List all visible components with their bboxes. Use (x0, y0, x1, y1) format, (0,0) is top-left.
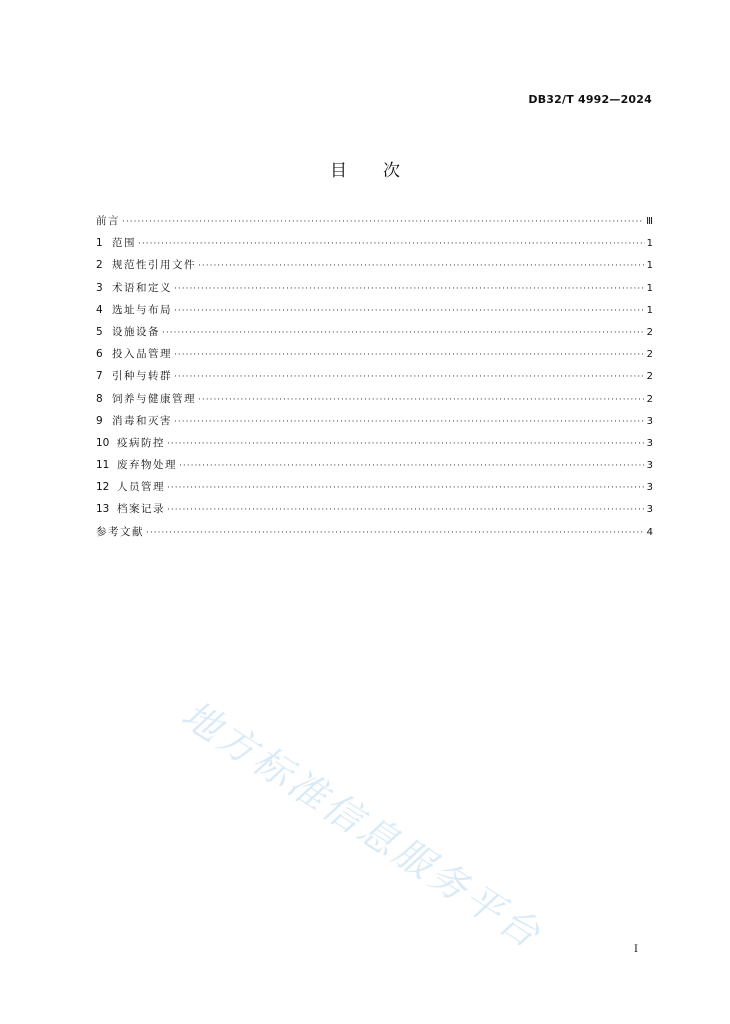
toc-entry-number: 6 (96, 348, 103, 361)
toc-entry-page: 2 (646, 371, 653, 383)
toc-entry[interactable] (96, 213, 653, 235)
toc-entry-page: 2 (646, 393, 653, 405)
toc-entry-page: 4 (646, 526, 653, 538)
toc-entry-number: 12 (96, 481, 110, 494)
toc-entry-number: 11 (96, 459, 110, 472)
toc-entry-page: 2 (646, 349, 653, 361)
toc-entry-label: 投入品管理 (112, 348, 172, 361)
toc-entry-number: 7 (96, 370, 103, 383)
toc-entry-number: 2 (96, 259, 103, 272)
toc-entry-label: 参考文献 (96, 525, 144, 538)
toc-leader-dots (162, 328, 645, 338)
toc-leader-dots (167, 483, 645, 493)
toc-entry[interactable] (96, 280, 653, 302)
toc-entry-page: 1 (646, 304, 653, 316)
toc-leader-dots (122, 217, 644, 227)
toc-entry-label: 选址与布局 (112, 303, 172, 316)
toc-entry-label: 档案记录 (117, 503, 165, 516)
toc-leader-dots (174, 372, 645, 382)
toc-leader-dots (174, 350, 645, 360)
toc-entry[interactable] (96, 413, 653, 435)
toc-entry-number: 1 (96, 237, 103, 250)
toc-leader-dots (174, 417, 645, 427)
toc-entry-number: 9 (96, 414, 103, 427)
toc-entry-number: 4 (96, 303, 103, 316)
toc-entry-label: 前言 (96, 215, 120, 227)
toc-entry-page: 3 (646, 482, 653, 494)
toc-entry-number: 5 (96, 325, 103, 338)
toc-entry-label: 疫病防控 (117, 436, 165, 449)
toc-entry-label: 规范性引用文件 (112, 259, 196, 272)
toc-entry-page: Ⅲ (646, 216, 653, 227)
toc-leader-dots (174, 284, 645, 294)
toc-entry-page: 1 (646, 282, 653, 294)
toc-entry[interactable] (96, 257, 653, 279)
toc-entry[interactable] (96, 391, 653, 413)
toc-entry-number: 3 (96, 281, 103, 294)
toc-entry[interactable] (96, 346, 653, 368)
toc-entry-number: 8 (96, 392, 103, 405)
toc-leader-dots (146, 528, 645, 538)
toc-entry-label: 饲养与健康管理 (112, 392, 196, 405)
toc-entry-page: 1 (646, 260, 653, 272)
toc-entry-number: 10 (96, 436, 110, 449)
toc-entry[interactable] (96, 479, 653, 501)
toc-entry-page: 1 (646, 238, 653, 250)
toc-entry-page: 3 (646, 415, 653, 427)
toc-entry[interactable] (96, 235, 653, 257)
toc-leader-dots (167, 505, 645, 515)
toc-entry-page: 3 (646, 504, 653, 516)
toc-entry-label: 消毒和灭害 (112, 414, 172, 427)
toc-entry-page: 3 (646, 437, 653, 449)
toc-entry[interactable] (96, 324, 653, 346)
toc-entry-number: 13 (96, 503, 110, 516)
toc-entry-label: 术语和定义 (112, 281, 172, 294)
toc-entry[interactable] (96, 302, 653, 324)
toc-title: 目次 (330, 161, 436, 181)
toc-entry[interactable] (96, 501, 653, 523)
toc-entry-label: 人员管理 (117, 481, 165, 494)
toc-leader-dots (138, 239, 645, 249)
toc-entry-page: 2 (646, 326, 653, 338)
watermark: 地方标准信息服务平台 (174, 691, 551, 958)
toc-entry-label: 设施设备 (112, 325, 160, 338)
toc-entry[interactable] (96, 368, 653, 390)
table-of-contents (96, 213, 653, 546)
toc-leader-dots (179, 461, 645, 471)
toc-entry[interactable] (96, 524, 653, 546)
toc-leader-dots (174, 306, 645, 316)
toc-entry-label: 范围 (112, 237, 136, 250)
standard-code: DB32/T 4992—2024 (528, 93, 652, 106)
toc-entry-label: 引种与转群 (112, 370, 172, 383)
toc-entry-page: 3 (646, 460, 653, 472)
toc-entry[interactable] (96, 457, 653, 479)
toc-entry-label: 废弃物处理 (117, 459, 177, 472)
toc-leader-dots (198, 395, 645, 405)
toc-entry[interactable] (96, 435, 653, 457)
toc-leader-dots (167, 439, 645, 449)
page-number: I (634, 944, 638, 955)
toc-leader-dots (198, 261, 645, 271)
